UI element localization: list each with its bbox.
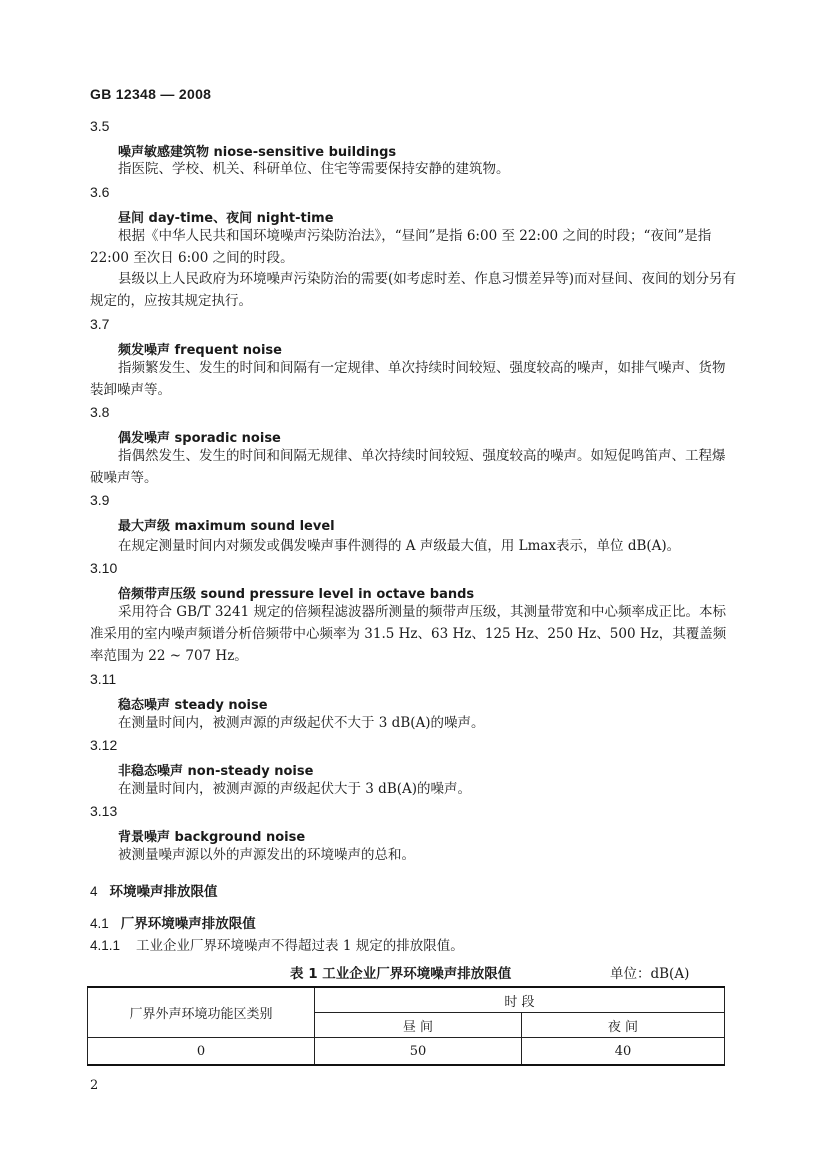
table-header-category: 厂界外声环境功能区类别 (88, 987, 315, 1038)
term-definition: 县级以上人民政府为环境噪声污染防治的需要(如考虑时差、作息习惯差异等)而对昼间、夜间的划分另有规定的，应按其规定执行。 (90, 271, 737, 309)
clause-number: 3.9 (90, 492, 110, 508)
term-title: 噪声敏感建筑物 niose-sensitive buildings (118, 145, 397, 160)
subsection-number: 4.1 (90, 916, 109, 931)
table-row (88, 1038, 725, 1066)
term-title: 昼间 day-time、夜间 night-time (118, 211, 334, 226)
subsection-heading (90, 912, 256, 932)
term-definition: 根据《中华人民共和国环境噪声污染防治法》，“昼间”是指 6:00 至 22:00 之间的时段；“夜间”是指 22:00 至次日 6:00 之间的时段。 (90, 228, 712, 266)
table-cell-day: 50 (315, 1038, 522, 1066)
term-title: 偶发噪声 sporadic noise (118, 431, 281, 446)
table-cell-night: 40 (522, 1038, 725, 1066)
term-title: 最大声级 maximum sound level (118, 519, 335, 534)
clause-number: 4.1.1 (90, 938, 121, 953)
term-title: 稳态噪声 steady noise (118, 698, 268, 713)
term-definition: 在测量时间内，被测声源的声级起伏大于 3 dB(A)的噪声。 (118, 781, 472, 797)
section-number: 4 (90, 884, 98, 899)
term-definition: 在测量时间内，被测声源的声级起伏不大于 3 dB(A)的噪声。 (118, 715, 485, 731)
term-definition: 指医院、学校、机关、科研单位、住宅等需要保持安静的建筑物。 (118, 161, 510, 177)
clause-number: 3.11 (90, 671, 117, 687)
term-title: 倍频带声压级 sound pressure level in octave bands (118, 587, 475, 602)
table-header-period: 时 段 (315, 987, 725, 1013)
table-unit: 单位：dB(A) (610, 966, 690, 982)
clause-number: 3.6 (90, 184, 110, 200)
term-title: 频发噪声 frequent noise (118, 343, 282, 358)
table-header-day: 昼 间 (315, 1013, 522, 1038)
clause-number: 3.10 (90, 560, 118, 576)
term-definition: 指偶然发生、发生的时间和间隔无规律、单次持续时间较短、强度较高的噪声。如短促鸣笛声、工程爆破噪声等。 (90, 448, 726, 486)
section-title: 环境噪声排放限值 (109, 884, 218, 900)
table-cell-category: 0 (88, 1038, 315, 1066)
clause-number: 3.12 (90, 737, 118, 753)
term-definition: 指频繁发生、发生的时间和间隔有一定规律、单次持续时间较短、强度较高的噪声，如排气噪声、货物装卸噪声等。 (90, 360, 726, 398)
term-definition: 被测量噪声源以外的声源发出的环境噪声的总和。 (118, 847, 415, 863)
clause-text: 工业企业厂界环境噪声不得超过表 1 规定的排放限值。 (136, 938, 464, 954)
emission-limit-table (87, 986, 725, 1066)
page-number: 2 (90, 1078, 99, 1093)
term-title: 背景噪声 background noise (118, 830, 306, 845)
section-heading (90, 880, 218, 900)
clause-line (90, 934, 464, 954)
table-caption: 表 1 工业企业厂界环境噪声排放限值 (290, 966, 512, 982)
subsection-title: 厂界环境噪声排放限值 (120, 916, 256, 932)
clause-number: 3.7 (90, 316, 110, 332)
standard-header: GB 12348 — 2008 (90, 86, 212, 102)
term-definition: 在规定测量时间内对频发或偶发噪声事件测得的 A 声级最大值，用 Lmax表示，单位 dB(A)。 (118, 538, 681, 554)
clause-number: 3.13 (90, 803, 118, 819)
term-title: 非稳态噪声 non-steady noise (118, 764, 314, 779)
clause-number: 3.8 (90, 404, 110, 420)
table-header-night: 夜 间 (522, 1013, 725, 1038)
term-definition: 采用符合 GB/T 3241 规定的倍频程滤波器所测量的频带声压级，其测量带宽和中心频率成正比。本标准采用的室内噪声频谱分析倍频带中心频率为 31.5 Hz、63 Hz、125 Hz、250 Hz、500 Hz，其覆盖频率范围为 22 ~ 707 Hz。 (90, 604, 727, 664)
clause-number: 3.5 (90, 118, 110, 134)
